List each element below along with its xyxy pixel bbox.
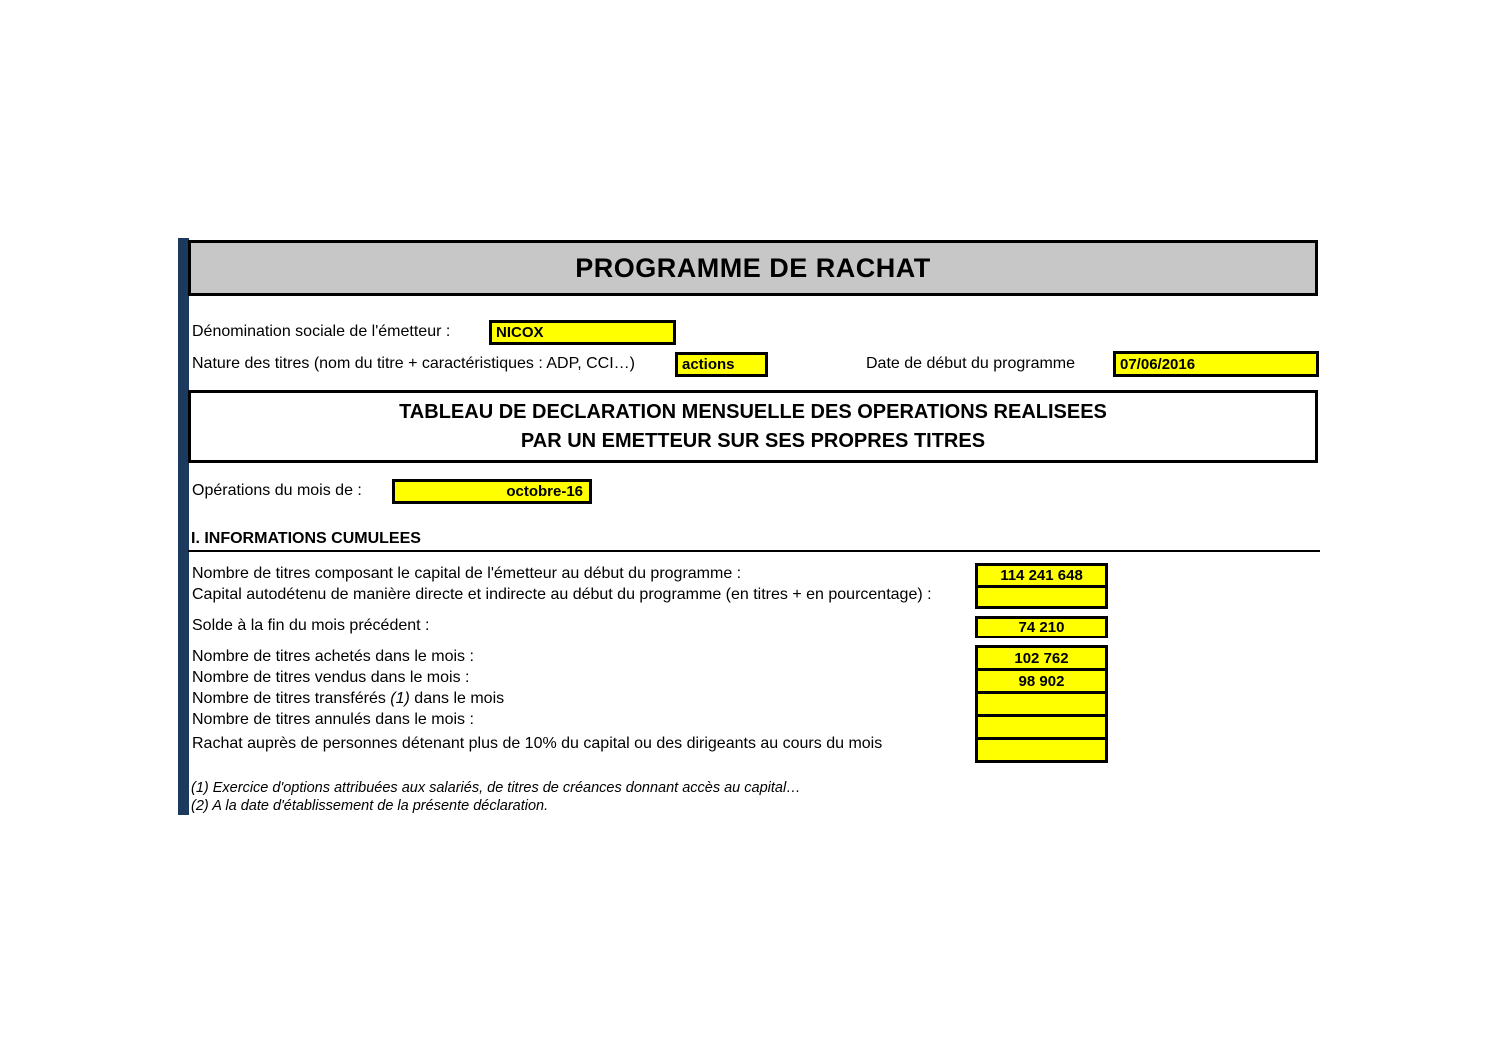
titres-annules-field[interactable] [978,717,1105,737]
capital-autodetenu-field[interactable] [978,588,1105,607]
row-label-rachat-dirigeants: Rachat auprès de personnes détenant plus de 10% du capital ou des dirigeants au cours du mois [192,735,883,752]
month-value: octobre-16 [506,483,583,500]
row-label-transferes-prefix: Nombre de titres transférés [192,690,391,707]
declaration-title-line1: TABLEAU DE DECLARATION MENSUELLE DES OPERATIONS REALISEES [399,400,1107,423]
titres-vendus-value: 98 902 [1018,672,1065,690]
section1-divider [188,550,1320,552]
document-title-bar [188,240,1318,296]
nature-field[interactable] [675,352,768,377]
issuer-value: NICOX [496,324,544,341]
value-box-solde [975,616,1108,638]
capital-total-field[interactable] [978,566,1105,585]
titres-achetes-value: 102 762 [1014,649,1069,667]
value-group-capital [975,563,1108,609]
nature-label: Nature des titres (nom du titre + caractéristiques : ADP, CCI…) [192,355,635,372]
document-title: PROGRAMME DE RACHAT [575,252,931,283]
start-date-field[interactable] [1113,351,1319,377]
issuer-field[interactable] [489,320,676,345]
value-group-mouvements [975,645,1108,763]
rachat-dirigeants-field[interactable] [978,740,1105,760]
start-date-label: Date de début du programme [866,355,1076,372]
capital-total-value: 114 241 648 [1000,566,1083,584]
row-label-capital-total: Nombre de titres composant le capital de l'émetteur au début du programme : [192,565,742,582]
row-label-solde-precedent: Solde à la fin du mois précédent : [192,617,430,634]
footnote-2: (2) A la date d'établissement de la présente déclaration. [191,798,549,814]
start-date-value: 07/06/2016 [1120,355,1196,373]
row-label-titres-vendus: Nombre de titres vendus dans le mois : [192,669,470,686]
row-label-transferes-suffix: dans le mois [409,690,505,707]
month-field[interactable] [392,479,592,504]
row-label-titres-annules: Nombre de titres annulés dans le mois : [192,711,474,728]
left-accent-bar [178,238,189,815]
row-label-titres-achetes: Nombre de titres achetés dans le mois : [192,648,474,665]
row-label-capital-autodetenu: Capital autodétenu de manière directe et indirecte au début du programme (en titres + en pourcentage) : [192,586,932,603]
issuer-label: Dénomination sociale de l'émetteur : [192,323,451,340]
section1-heading: I. INFORMATIONS CUMULEES [191,530,421,547]
titres-achetes-field[interactable] [978,648,1105,668]
footnote1-reference: (1) [390,690,410,707]
titres-vendus-field[interactable] [978,671,1105,691]
solde-precedent-value: 74 210 [1018,619,1065,636]
declaration-title-line2: PAR UN EMETTEUR SUR SES PROPRES TITRES [520,429,986,452]
month-label: Opérations du mois de : [192,482,362,499]
titres-transferes-field[interactable] [978,694,1105,714]
row-label-titres-transferes [192,690,504,708]
solde-precedent-field[interactable] [978,619,1105,636]
declaration-title-box [188,390,1318,463]
nature-value: actions [682,356,735,373]
footnote-1: (1) Exercice d'options attribuées aux salariés, de titres de créances donnant accès au capital… [191,780,801,796]
